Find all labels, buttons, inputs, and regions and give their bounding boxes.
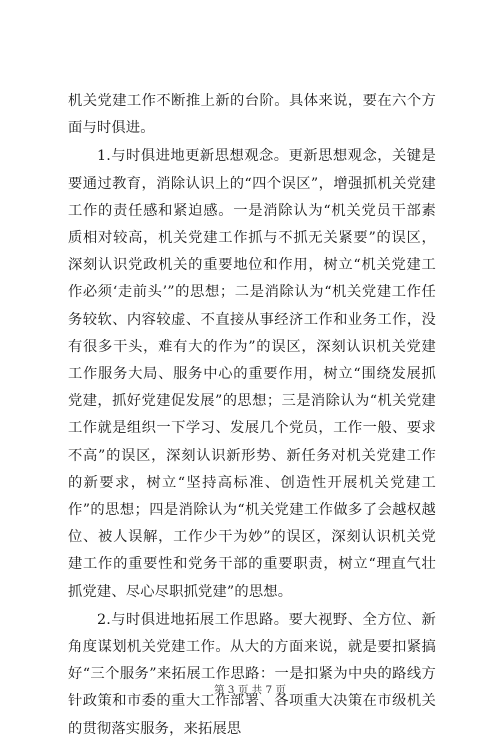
paragraph-update-thinking: 1.与时俱进地更新思想观念。更新思想观念，关键是要通过教育，消除认识上的“四个误区”，增强抓机关党建工作的责任感和紧迫感。一是消除认为“机关党员干部素质相对较高，机关党建工作抓与不抓无关紧要”的误区，深刻认识党政机关的重要地位和作用，树立“机关党建工作必须‘走前头’”的思想；二是消除认为“机关党建工作任务较软、内容较虚、不直接从事经济工作和业务工作，没有很多干头，难有大的作为”的误区，深刻认识机关党建工作服务大局、服务中心的重要作用，树立“围绕发展抓党建，抓好党建促发展”的思想；三是消除认为“机关党建工作就是组织一下学习、发展几个党员，工作一般、要求不高”的误区，深刻认识新形势、新任务对机关党建工作的新要求，树立“坚持高标准、创造性开展机关党建工作”的思想；四是消除认为“机关党建工作做多了会越权越位、被人误解，工作少干为妙”的误区，深刻认识机关党建工作的重要性和党务干部的重要职责，树立“理直气壮抓党建、尽心尽职抓党建”的思想。 xyxy=(68,148,436,600)
paragraph-expand-ideas: 2.与时俱进地拓展工作思路。要大视野、全方位、新角度谋划机关党建工作。从大的方面来说，就是要扣紧搞好“三个服务”来拓展工作思路：一是扣紧为中央的路线方针政策和市委的重大工作部署、各项重大决策在市级机关的贯彻落实服务，来拓展思 xyxy=(68,611,436,737)
paragraph-continuation: 机关党建工作不断推上新的台阶。具体来说，要在六个方面与时俱进。 xyxy=(68,93,436,137)
document-body xyxy=(68,88,436,743)
page-number-footer: 第 3 页 共 7 页 xyxy=(213,684,287,696)
